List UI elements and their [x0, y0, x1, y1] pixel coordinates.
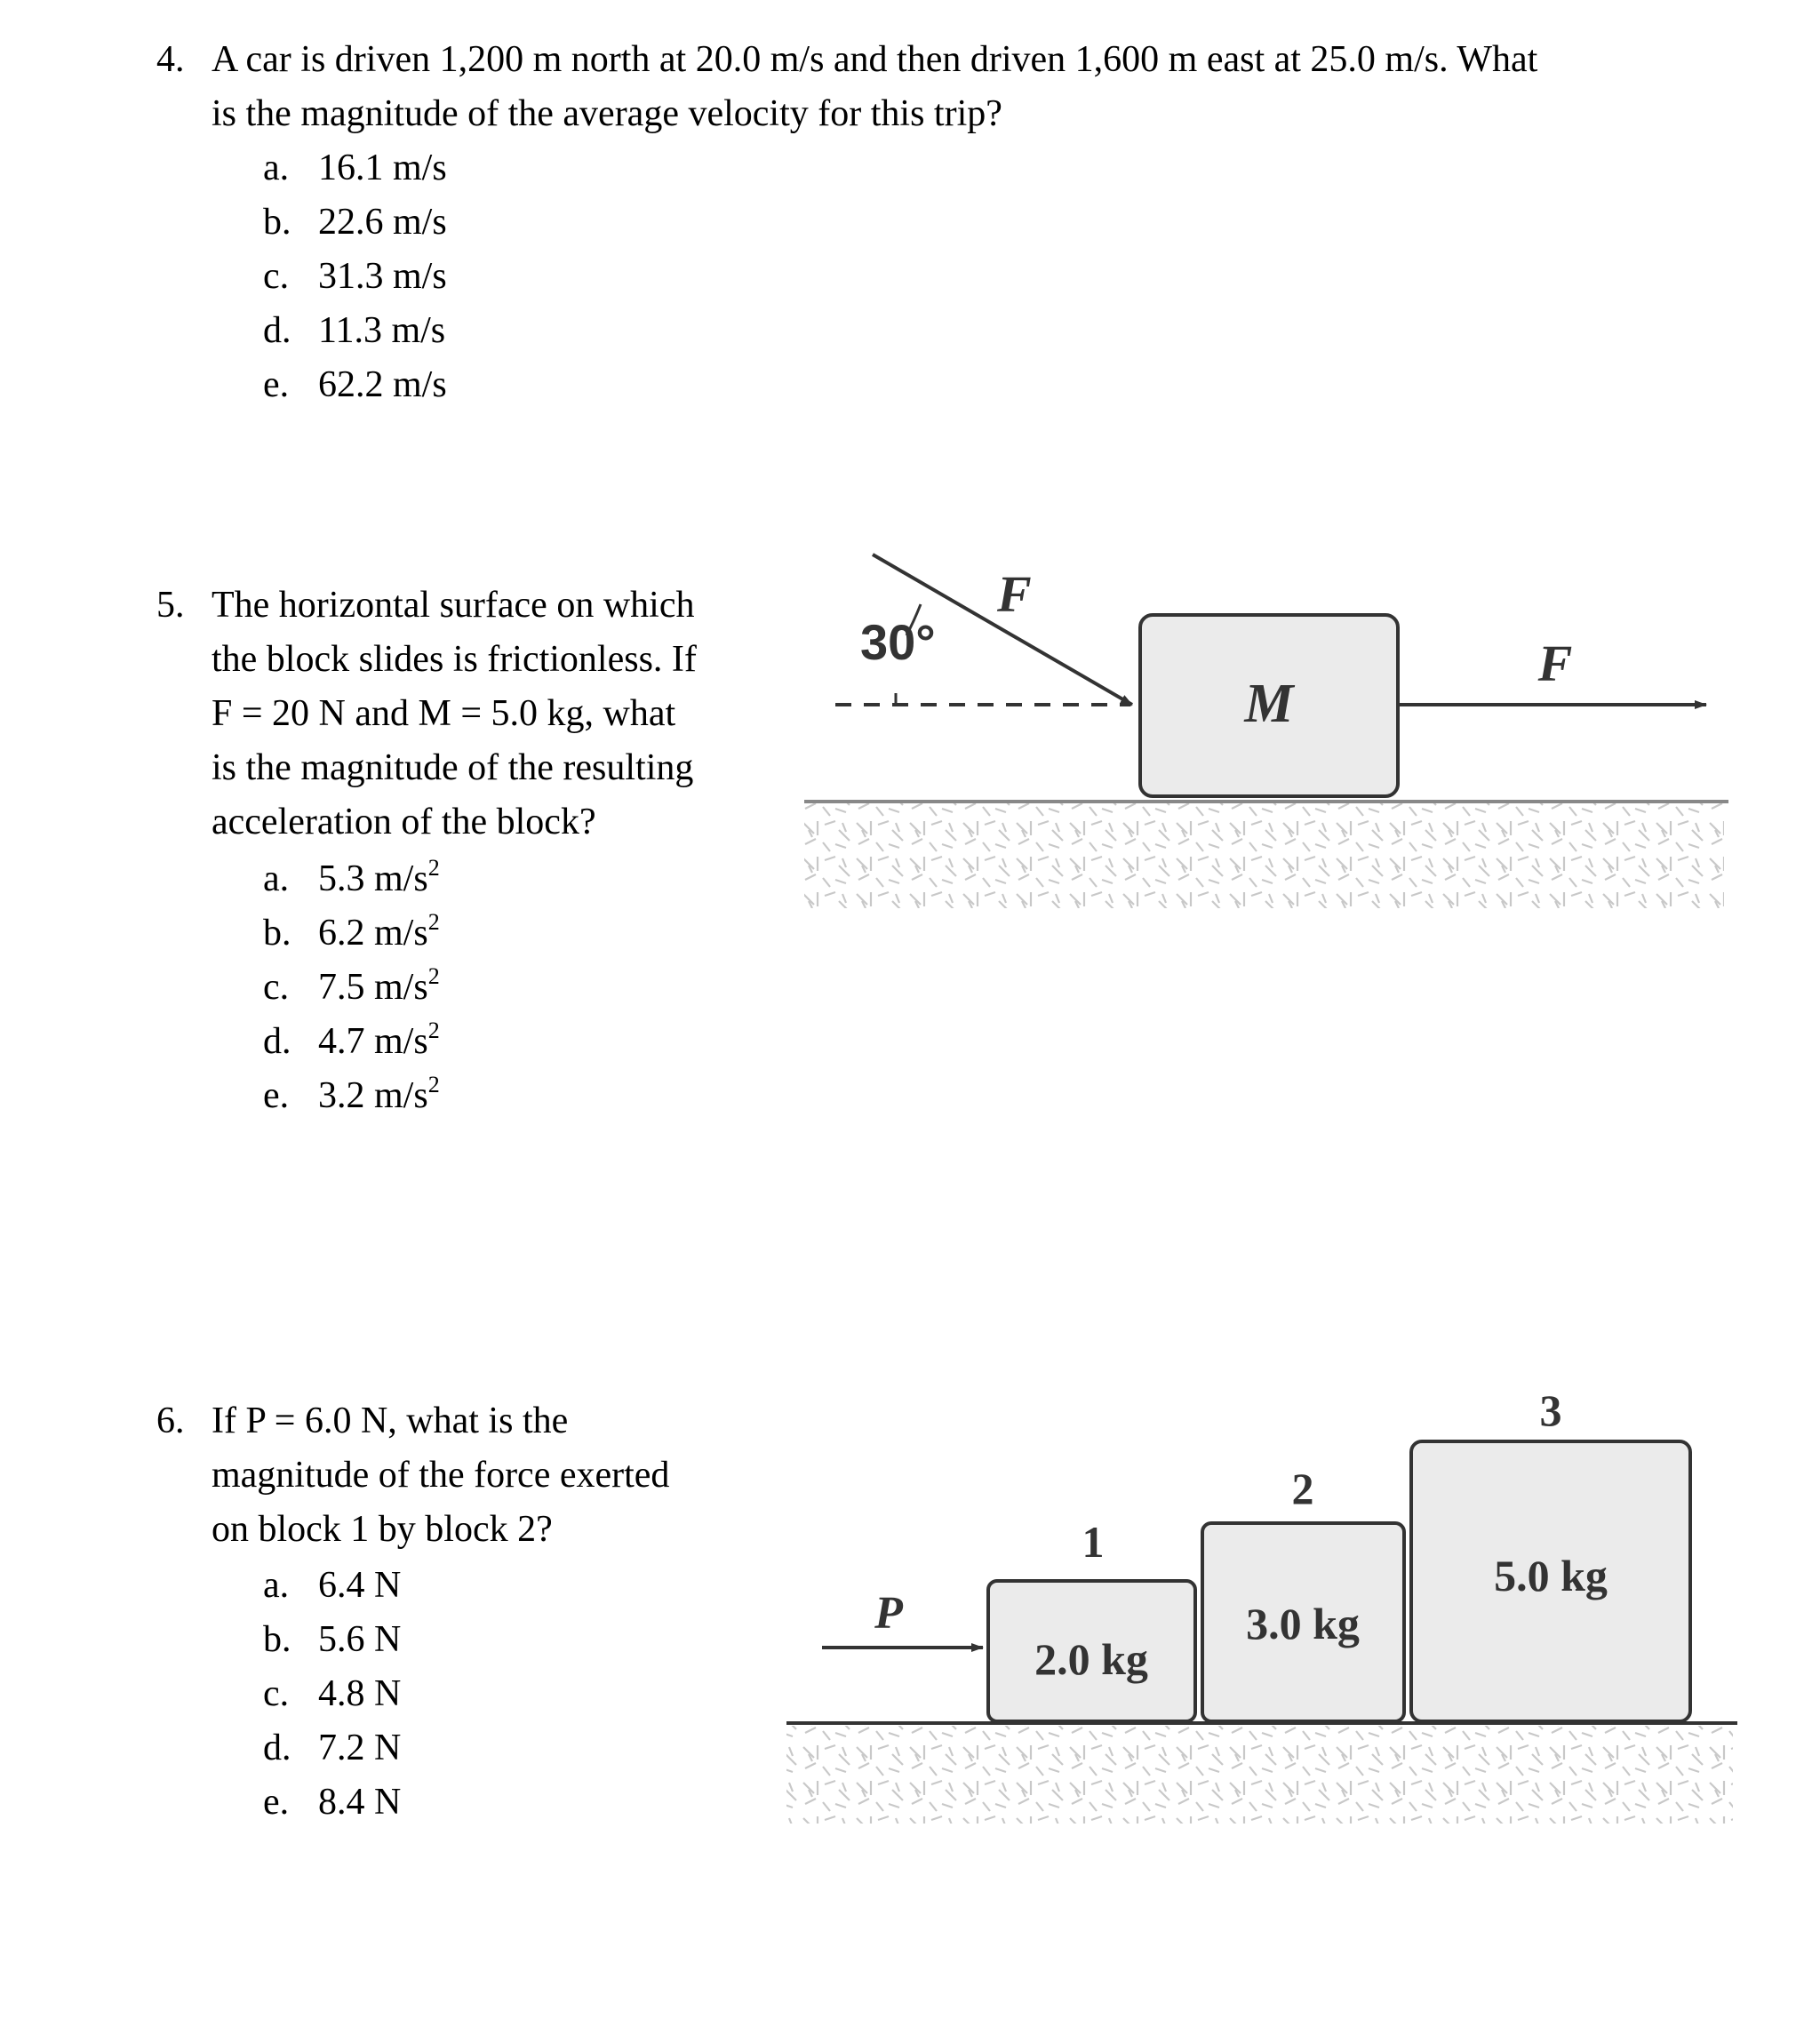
question-text-line: magnitude of the force exerted: [212, 1455, 670, 1496]
angled-force-label: F: [997, 565, 1032, 623]
block-2-mass: 3.0 kg: [1246, 1599, 1360, 1648]
question-text-line: A car is driven 1,200 m north at 20.0 m/s and then driven 1,600 m east at 25.0 m/s. What: [212, 39, 1538, 80]
option-text: 3.2 m/s: [318, 1075, 428, 1116]
option-letter: a.: [263, 858, 290, 899]
superscript: 2: [427, 1072, 440, 1097]
option-text: 7.2 N: [318, 1728, 402, 1768]
question-text-line: on block 1 by block 2?: [212, 1509, 553, 1550]
option-text: 5.6 N: [318, 1619, 402, 1660]
question-number: 6.: [156, 1401, 185, 1441]
block-m-label: M: [1244, 674, 1294, 734]
option-text: 8.4 N: [318, 1782, 402, 1823]
option-letter: b.: [263, 913, 291, 954]
superscript: 2: [427, 963, 440, 989]
question-text-line: the block slides is frictionless. If: [212, 639, 697, 680]
angle-label: 30°: [860, 614, 936, 670]
ground-texture: [786, 1726, 1733, 1824]
option-text: 16.1 m/s: [318, 148, 447, 188]
question-text-line: acceleration of the block?: [212, 802, 596, 842]
option-letter: b.: [263, 1619, 291, 1660]
option-letter: e.: [263, 1075, 290, 1116]
option-letter: d.: [263, 1021, 291, 1062]
option-letter: c.: [263, 1673, 290, 1714]
option-letter: c.: [263, 256, 290, 297]
question-number: 4.: [156, 39, 185, 80]
ground-texture: [804, 803, 1724, 908]
option-letter: c.: [263, 967, 290, 1008]
superscript: 2: [427, 855, 440, 881]
option-letter: a.: [263, 148, 290, 188]
option-text: 6.2 m/s: [318, 913, 428, 954]
block-1-mass: 2.0 kg: [1034, 1634, 1148, 1684]
question-text-line: If P = 6.0 N, what is the: [212, 1401, 569, 1441]
option-text: 4.7 m/s: [318, 1021, 428, 1062]
block-2-number: 2: [1291, 1464, 1314, 1513]
option-text: 6.4 N: [318, 1565, 402, 1606]
option-text: 4.8 N: [318, 1673, 402, 1714]
question-text-line: The horizontal surface on which: [212, 585, 695, 626]
block-3-number: 3: [1539, 1385, 1562, 1435]
block-on-surface-diagram: [804, 555, 1728, 908]
push-label: P: [874, 1588, 903, 1639]
option-letter: d.: [263, 1728, 291, 1768]
block-1-number: 1: [1082, 1517, 1105, 1567]
block-3-mass: 5.0 kg: [1494, 1551, 1608, 1600]
option-letter: b.: [263, 202, 291, 243]
option-text: 7.5 m/s: [318, 967, 428, 1008]
question-text-line: F = 20 N and M = 5.0 kg, what: [212, 693, 676, 734]
question-number: 5.: [156, 585, 185, 626]
option-letter: d.: [263, 310, 291, 351]
question-text-line: is the magnitude of the average velocity for this trip?: [212, 93, 1002, 134]
option-text: 22.6 m/s: [318, 202, 447, 243]
option-letter: e.: [263, 1782, 290, 1823]
horizontal-force-label: F: [1537, 634, 1573, 692]
question-text-line: is the magnitude of the resulting: [212, 747, 694, 788]
option-letter: e.: [263, 364, 290, 405]
superscript: 2: [427, 909, 440, 935]
option-text: 62.2 m/s: [318, 364, 447, 405]
option-text: 5.3 m/s: [318, 858, 428, 899]
option-text: 31.3 m/s: [318, 256, 447, 297]
three-blocks-diagram: [786, 1385, 1737, 1824]
option-letter: a.: [263, 1565, 290, 1606]
superscript: 2: [427, 1018, 440, 1043]
option-text: 11.3 m/s: [318, 310, 446, 351]
